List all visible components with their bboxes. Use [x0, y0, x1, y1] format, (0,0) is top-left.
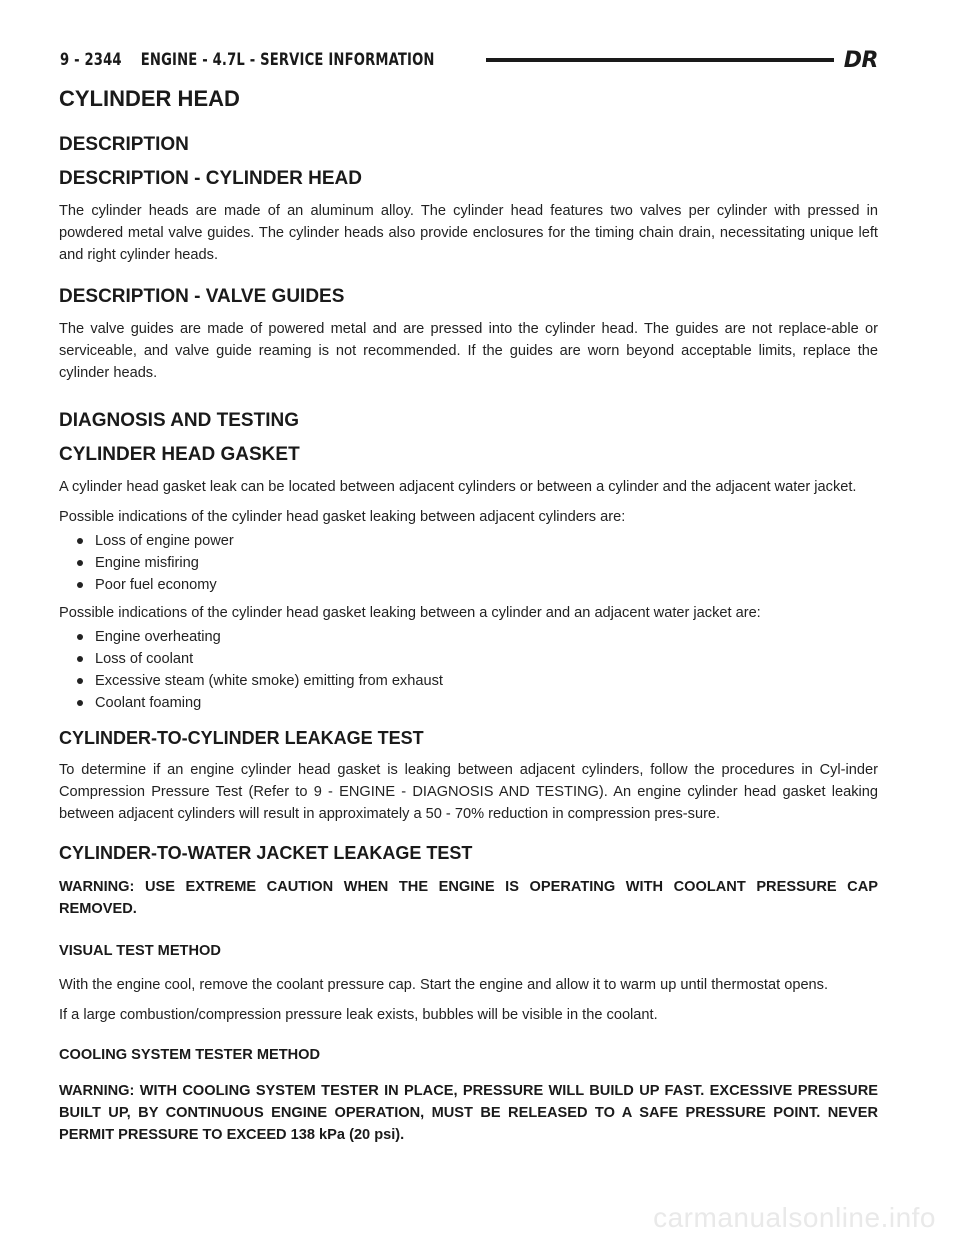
warning-pressure: WARNING: WITH COOLING SYSTEM TESTER IN PLACE, PRESSURE WILL BUILD UP FAST. EXCESSIVE PRESSURE BUILT UP, BY CONTINUOUS ENGINE OPERATION, MUST BE RELEASED TO A SAFE PRESSURE POINT. NEVER PERMIT PRESSURE TO EXCEED 138 kPa (20 psi). [59, 1083, 878, 1143]
header-page-title: 9 - 2344 ENGINE - 4.7L - SERVICE INFORMATION [60, 50, 435, 70]
page-content [59, 84, 878, 1160]
subsection-heading-cylinder-head: DESCRIPTION - CYLINDER HEAD [59, 168, 362, 189]
list-item: Engine misfiring [77, 552, 878, 574]
gasket-list-water-jacket [59, 626, 878, 714]
header-model-code: DR [843, 47, 878, 73]
page-title: CYLINDER HEAD [59, 86, 240, 111]
header-rule [486, 58, 834, 62]
bullet-icon [77, 560, 83, 566]
list-item: Coolant foaming [77, 692, 878, 714]
gasket-list2-intro: Possible indications of the cylinder head gasket leaking between a cylinder and an adjacent water jacket are: [59, 605, 761, 621]
list-item: Loss of engine power [77, 530, 878, 552]
section-heading-diagnosis: DIAGNOSIS AND TESTING [59, 410, 299, 431]
list-item: Loss of coolant [77, 648, 878, 670]
bullet-icon [77, 582, 83, 588]
bullet-icon [77, 700, 83, 706]
gasket-intro: A cylinder head gasket leak can be located between adjacent cylinders or between a cylinder and the adjacent water jacket. [59, 479, 857, 495]
list-item: Poor fuel economy [77, 574, 878, 596]
cylinder-head-description: The cylinder heads are made of an aluminum alloy. The cylinder head features two valves per cylinder with pressed in powdered metal valve guides. The cylinder heads also provide enclosures for the timing chain drain, necessitating unique left and right cylinder heads. [59, 203, 878, 263]
visual-test-result: If a large combustion/compression pressure leak exists, bubbles will be visible in the coolant. [59, 1007, 658, 1023]
bullet-icon [77, 678, 83, 684]
list-item: Engine overheating [77, 626, 878, 648]
watermark: carmanualsonline.info [653, 1202, 936, 1233]
bullet-icon [77, 656, 83, 662]
running-header [60, 46, 878, 74]
subsection-heading-head-gasket: CYLINDER HEAD GASKET [59, 444, 300, 465]
subsection-heading-valve-guides: DESCRIPTION - VALVE GUIDES [59, 286, 345, 307]
subsection-heading-cyl-to-water: CYLINDER-TO-WATER JACKET LEAKAGE TEST [59, 843, 473, 863]
section-heading-description: DESCRIPTION [59, 134, 189, 155]
subsection-heading-cyl-to-cyl: CYLINDER-TO-CYLINDER LEAKAGE TEST [59, 728, 424, 748]
cyl-to-cyl-text: To determine if an engine cylinder head gasket is leaking between adjacent cylinders, follow the procedures in Cyl-inder Compression Pressure Test (Refer to 9 - ENGINE - DIAGNOSIS AND TESTING). An engine cylinder head gasket leaking between adjacent cylinders will result in approximately a 50 - 70% reduction in compression pres-sure. [59, 762, 878, 822]
list-item: Excessive steam (white smoke) emitting from exhaust [77, 670, 878, 692]
visual-test-text: With the engine cool, remove the coolant pressure cap. Start the engine and allow it to warm up until thermostat opens. [59, 977, 829, 993]
cooling-tester-heading: COOLING SYSTEM TESTER METHOD [59, 1047, 321, 1063]
visual-test-heading: VISUAL TEST METHOD [59, 943, 221, 959]
valve-guides-description: The valve guides are made of powered metal and are pressed into the cylinder head. The guides are not replace-able or serviceable, and valve guide reaming is not recommended. If the guides are worn beyond acceptable limits, replace the cylinder heads. [59, 321, 878, 381]
gasket-list-adjacent-cylinders [59, 530, 878, 596]
bullet-icon [77, 634, 83, 640]
gasket-list1-intro: Possible indications of the cylinder head gasket leaking between adjacent cylinders are: [59, 509, 626, 525]
warning-coolant-cap: WARNING: USE EXTREME CAUTION WHEN THE ENGINE IS OPERATING WITH COOLANT PRESSURE CAP REMOVED. [59, 879, 878, 917]
bullet-icon [77, 538, 83, 544]
